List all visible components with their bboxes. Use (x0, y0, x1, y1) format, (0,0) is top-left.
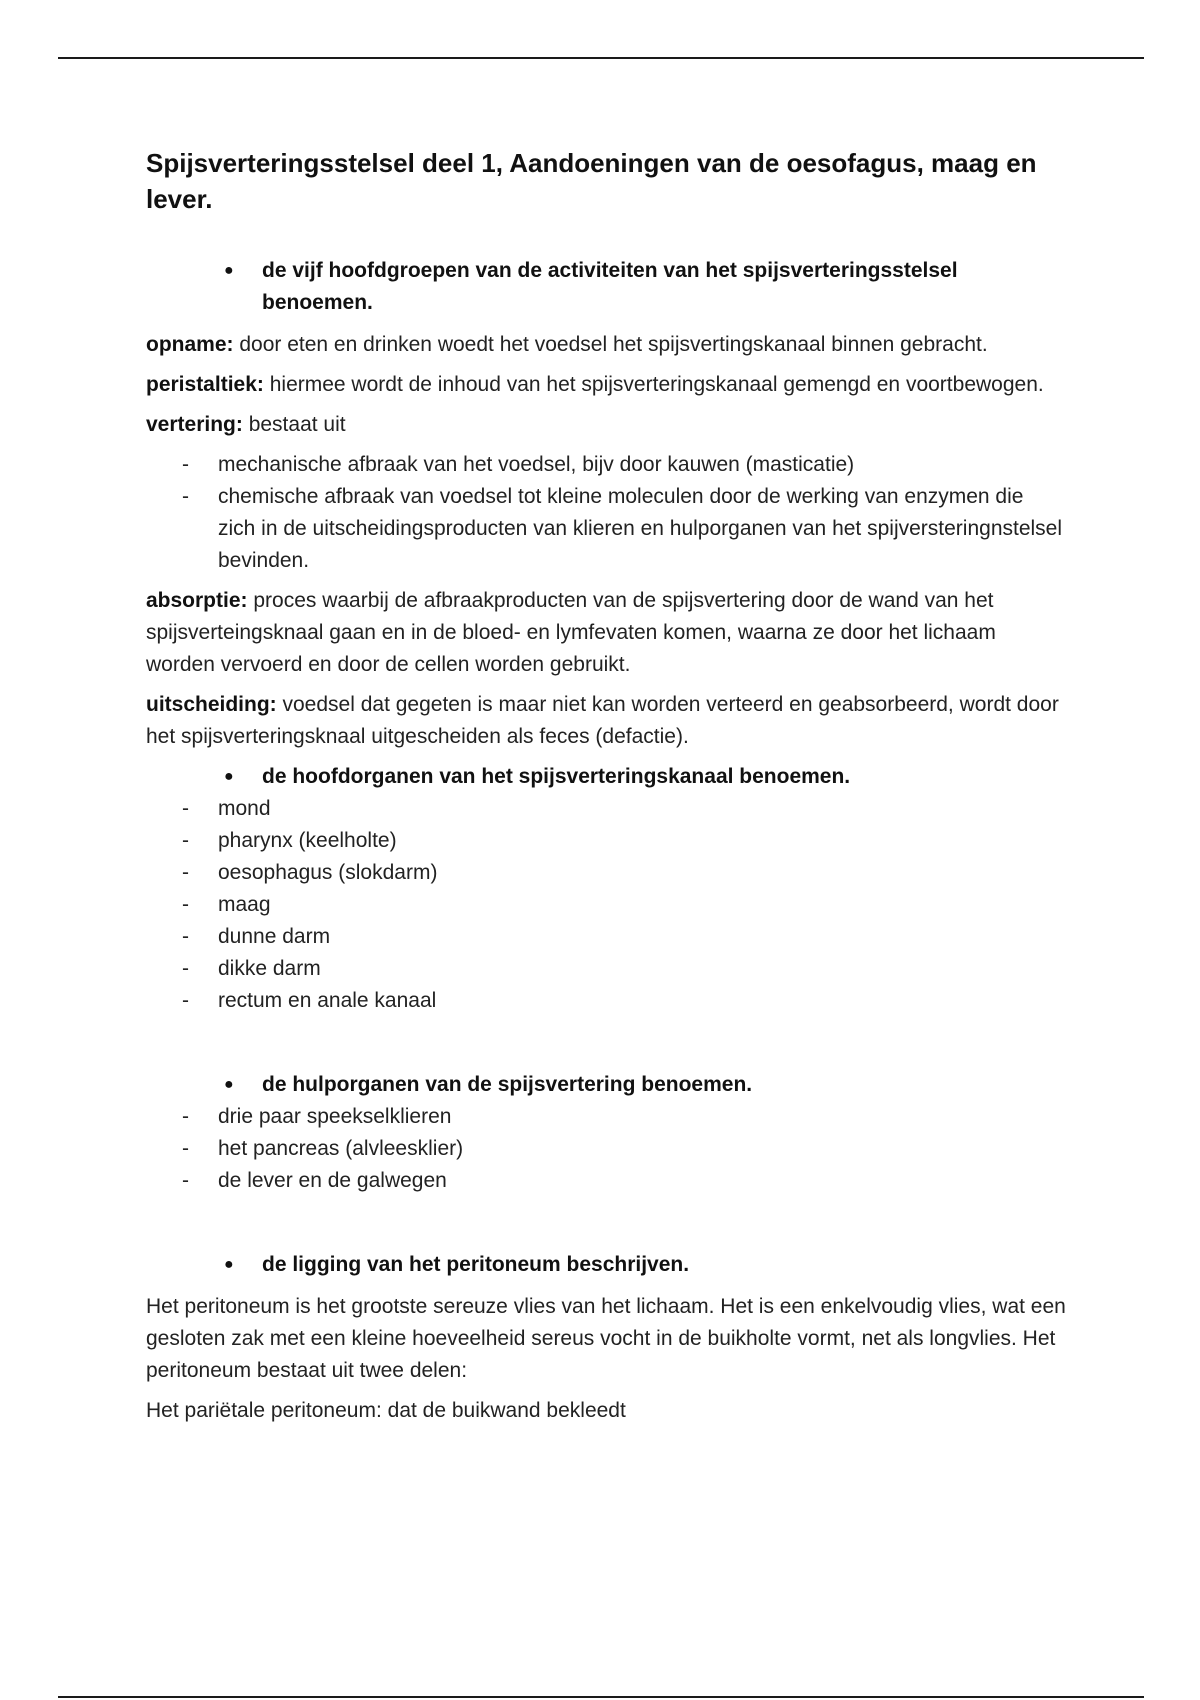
list-item: - rectum en anale kanaal (146, 985, 1066, 1017)
dash-icon: - (182, 1105, 189, 1128)
list-item: - pharynx (keelholte) (146, 825, 1066, 857)
paragraph-absorptie (146, 585, 1066, 681)
dash-icon: - (182, 797, 189, 820)
dash-icon: - (182, 893, 189, 916)
term-label: opname: (146, 333, 234, 356)
section-heading-main-organs (224, 761, 1066, 793)
paragraph-parietal-peritoneum: Het pariëtale peritoneum: dat de buikwand bekleedt (146, 1399, 626, 1422)
term-label: vertering: (146, 413, 243, 436)
top-divider (58, 57, 1144, 59)
list-item: - maag (146, 889, 1066, 921)
term-text: door eten en drinken woedt het voedsel het spijsvertingskanaal binnen gebracht. (233, 333, 988, 356)
dash-icon: - (182, 861, 189, 884)
term-label: peristaltiek: (146, 373, 264, 396)
list-item: - oesophagus (slokdarm) (146, 857, 1066, 889)
list-item: - chemische afbraak van voedsel tot kleine moleculen door de werking van enzymen die zich in de uitscheidingsproducten van klieren en hulporganen van het spijversteringnstelsel bevinden. (146, 481, 1066, 577)
section-heading-accessory-organs (224, 1069, 1066, 1101)
list-item: - drie paar speekselklieren (146, 1101, 1066, 1133)
document-body (146, 145, 1066, 1435)
bullet-icon: ● (224, 262, 234, 279)
vertering-list (146, 449, 1066, 577)
bullet-icon: ● (224, 1076, 234, 1093)
dash-icon: - (182, 989, 189, 1012)
list-item: - dikke darm (146, 953, 1066, 985)
section-heading-text: de ligging van het peritoneum beschrijven. (262, 1253, 690, 1276)
term-text: voedsel dat gegeten is maar niet kan worden verteerd en geabsorbeerd, wordt door het spijsverteringsknaal uitgescheiden als feces (defactie). (146, 693, 1059, 748)
dash-icon: - (182, 453, 189, 476)
term-text: hiermee wordt de inhoud van het spijsverteringskanaal gemengd en voortbewogen. (263, 373, 1044, 396)
list-item: - mond (146, 793, 1066, 825)
section-heading-activities (224, 255, 1066, 319)
page-title: Spijsverteringsstelsel deel 1, Aandoeningen van de oesofagus, maag en lever. (146, 148, 1037, 214)
dash-icon: - (182, 829, 189, 852)
bullet-icon: ● (224, 1256, 234, 1273)
main-organs-list (146, 793, 1066, 1017)
paragraph-peristaltiek (146, 369, 1066, 401)
bullet-icon: ● (224, 768, 234, 785)
term-text: bestaat uit (242, 413, 346, 436)
list-item: - het pancreas (alvleesklier) (146, 1133, 1066, 1165)
dash-icon: - (182, 925, 189, 948)
term-text: proces waarbij de afbraakproducten van de spijsvertering door de wand van het spijsverteingsknaal gaan en in de bloed- en lymfevaten komen, waarna ze door het lichaam worden vervoerd en door de cellen worden gebruikt. (146, 589, 996, 676)
dash-icon: - (182, 485, 189, 508)
paragraph-vertering (146, 409, 1066, 441)
term-label: uitscheiding: (146, 693, 277, 716)
accessory-organs-list (146, 1101, 1066, 1197)
section-heading-text: de hoofdorganen van het spijsverteringskanaal benoemen. (262, 765, 851, 788)
dash-icon: - (182, 957, 189, 980)
paragraph-peritoneum: Het peritoneum is het grootste sereuze vlies van het lichaam. Het is een enkelvoudig vlies, wat een gesloten zak met een kleine hoeveelheid sereus vocht in de buikholte vormt, net als longvlies. Het peritoneum bestaat uit twee delen: (146, 1295, 1066, 1382)
paragraph-uitscheiding (146, 689, 1066, 753)
list-item: - dunne darm (146, 921, 1066, 953)
dash-icon: - (182, 1137, 189, 1160)
section-heading-text: de vijf hoofdgroepen van de activiteiten van het spijsverteringsstelsel benoemen. (262, 259, 958, 314)
dash-icon: - (182, 1169, 189, 1192)
section-heading-peritoneum (224, 1249, 1066, 1281)
list-item: - mechanische afbraak van het voedsel, bijv door kauwen (masticatie) (146, 449, 1066, 481)
paragraph-opname (146, 329, 1066, 361)
list-item: - de lever en de galwegen (146, 1165, 1066, 1197)
term-label: absorptie: (146, 589, 248, 612)
bottom-divider (58, 1696, 1144, 1698)
section-heading-text: de hulporganen van de spijsvertering benoemen. (262, 1073, 753, 1096)
